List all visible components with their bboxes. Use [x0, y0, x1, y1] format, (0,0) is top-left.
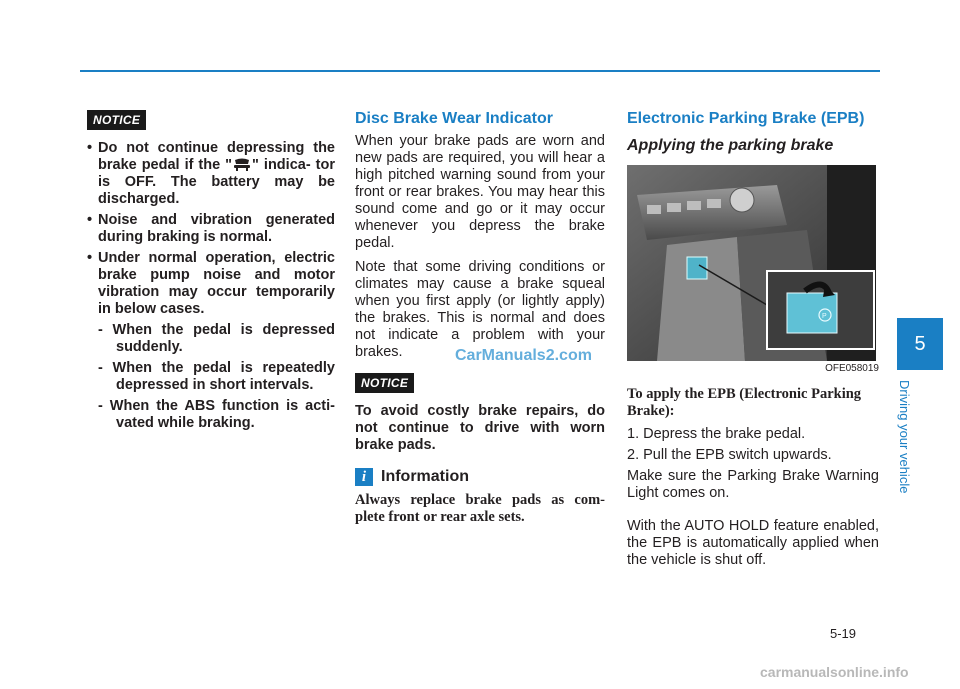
notice-bullet-list [87, 140, 335, 318]
console-illustration [627, 165, 876, 361]
info-icon: i [355, 468, 373, 486]
notice-badge: NOTICE [87, 110, 146, 130]
step-item: 2. Pull the EPB switch upwards. [627, 447, 832, 463]
section-heading: Electronic Parking Brake (EPB) [627, 110, 865, 127]
information-header [355, 468, 605, 486]
list-item: - When the pedal is repeatedly depressed in short intervals. [98, 360, 335, 393]
watermark: CarManuals2.com [455, 347, 592, 364]
section-heading: Disc Brake Wear Indicator [355, 110, 554, 127]
seat-icon [232, 158, 252, 172]
column-1 [87, 110, 335, 436]
svg-text:P: P [822, 313, 827, 320]
sub-list [87, 322, 335, 432]
chapter-tab: 5 [897, 318, 943, 370]
page-number: 5-19 [830, 626, 857, 641]
information-title: Information [381, 468, 469, 485]
footer-watermark: carmanualsonline.info [760, 664, 909, 680]
column-2 [355, 110, 605, 526]
procedure-heading: To apply the EPB (Electronic Parking Brake): [627, 386, 862, 419]
notice-text: To avoid costly brake repairs, do not continue to drive with worn brake pads. [355, 403, 605, 453]
epb-console-photo [627, 165, 876, 361]
body-paragraph: With the AUTO HOLD feature enabled, the EPB is automatically applied when the vehicle is shut off. [627, 518, 879, 568]
list-item: • Under normal operation, electric brake pump noise and motor vibration may occur temporarily in below cases. [87, 250, 335, 318]
photo-caption: OFE058019 [825, 363, 879, 374]
body-paragraph: Make sure the Parking Brake Warning Light comes on. [627, 468, 879, 501]
list-item: • Do not continue depressing the brake pedal if the " " indica- tor is OFF. The battery may be discharged. [87, 140, 335, 208]
list-item: • Noise and vibration generated during braking is normal. [87, 212, 335, 246]
subsection-heading: Applying the parking brake [627, 137, 834, 154]
body-paragraph: Note that some driving conditions or climates may cause a brake squeal when you first apply (or lightly apply) the brakes. This is normal and does not indicate a problem with your brakes. [355, 259, 605, 360]
list-item: - When the pedal is depressed suddenly. [98, 322, 335, 355]
notice-badge: NOTICE [355, 373, 414, 393]
information-text: Always replace brake pads as com- plete front or rear axle sets. [355, 492, 605, 525]
top-rule [80, 70, 880, 72]
column-3 [627, 110, 879, 576]
body-paragraph: When your brake pads are worn and new pads are required, you will hear a high pitched warning sound from your front or rear brakes. You may hear this sound come and go or it may occur whenever you depress the brake pedal. [355, 133, 605, 251]
list-item: - When the ABS function is acti- vated while braking. [98, 398, 335, 431]
step-item: 1. Depress the brake pedal. [627, 426, 806, 442]
chapter-label: Driving your vehicle [897, 380, 912, 494]
